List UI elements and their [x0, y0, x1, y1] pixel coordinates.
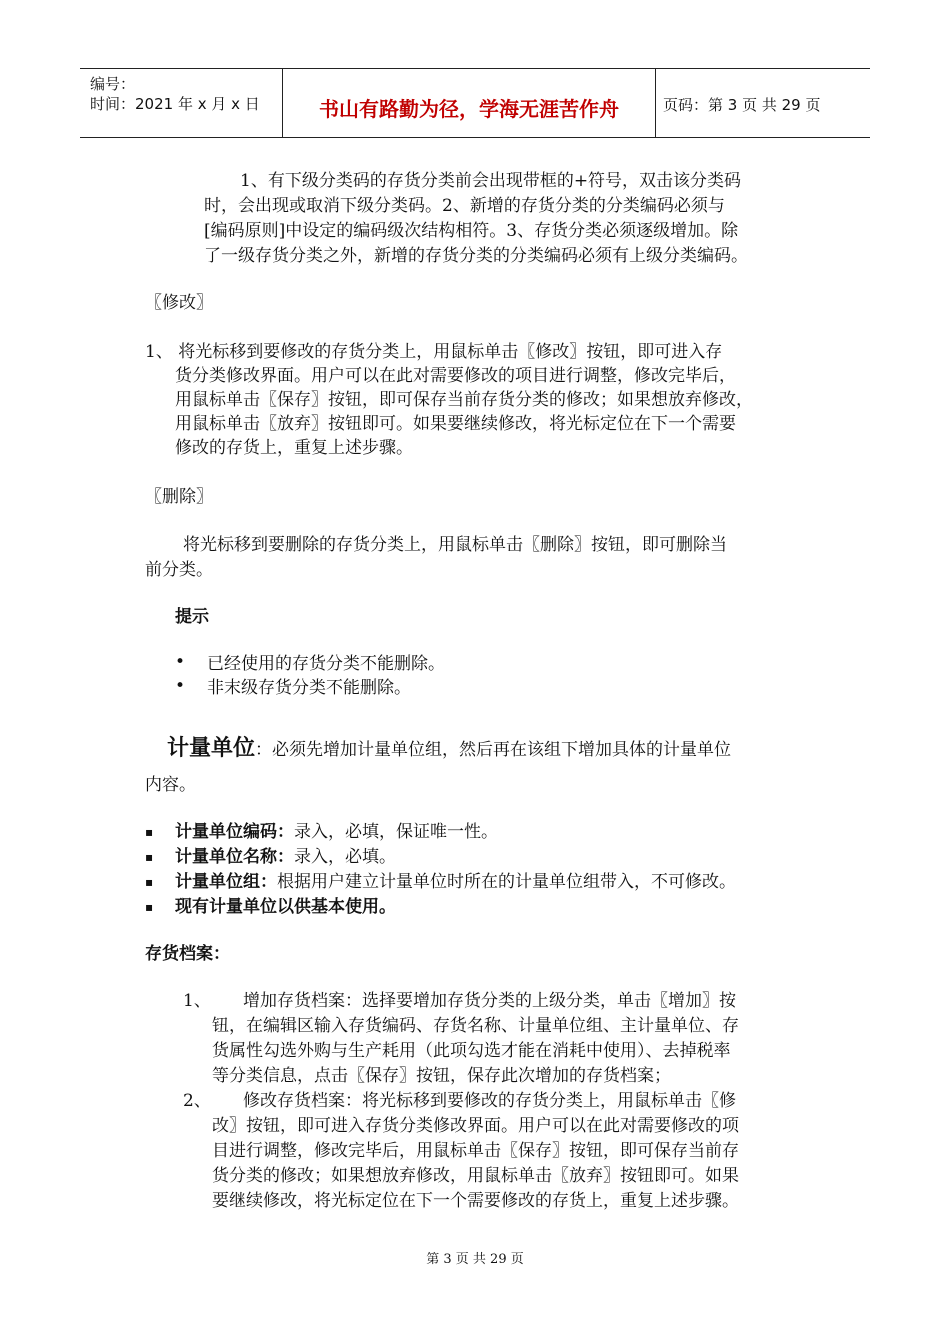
unit-item-label: 计量单位名称：: [175, 847, 294, 867]
doc-time-label: 时间：2021 年 x 月 x 日: [90, 95, 260, 113]
unit-item-text: 录入，必填。: [294, 847, 396, 867]
unit-desc-cont: 内容。: [145, 775, 196, 795]
modify-line: 修改的存货上，重复上述步骤。: [175, 438, 413, 458]
unit-title: 计量单位: [167, 736, 256, 761]
page-header: [80, 68, 870, 138]
archive-item-line: 增加存货档案：选择要增加存货分类的上级分类，单击〖增加〗按: [243, 991, 736, 1011]
header-left-cell: [80, 69, 282, 137]
delete-line: 前分类。: [145, 560, 213, 580]
intro-line: 时，会出现或取消下级分类码。2、新增的存货分类的分类编码必须与: [204, 196, 725, 216]
header-page-cell: [655, 69, 870, 137]
page-info: 页码：第 3 页 共 29 页: [663, 96, 821, 114]
archive-item-line: 钮，在编辑区输入存货编码、存货名称、计量单位组、主计量单位、存: [212, 1016, 739, 1036]
archive-item-line: 等分类信息，点击〖保存〗按钮，保存此次增加的存货档案；: [212, 1066, 671, 1086]
square-bullet-icon: ▪: [145, 900, 154, 914]
bullet-dot-icon: •: [175, 676, 186, 696]
archive-item-number: 2、: [183, 1091, 211, 1111]
delete-heading: 〖删除〗: [145, 487, 213, 507]
archive-item-line: 修改存货档案：将光标移到要修改的存货分类上，用鼠标单击〖修: [243, 1091, 736, 1111]
unit-item: [175, 845, 396, 869]
tip-item: 已经使用的存货分类不能删除。: [207, 654, 445, 674]
archive-heading: 存货档案：: [145, 944, 230, 964]
archive-item-line: 货属性勾选外购与生产耗用（此项勾选才能在消耗中使用）、去掉税率: [212, 1041, 731, 1061]
modify-line: 1、 将光标移到要修改的存货分类上，用鼠标单击〖修改〗按钮，即可进入存: [145, 342, 723, 362]
archive-item-line: 目进行调整，修改完毕后，用鼠标单击〖保存〗按钮，即可保存当前存: [212, 1141, 739, 1161]
unit-desc: ：必须先增加计量单位组，然后再在该组下增加具体的计量单位: [255, 740, 732, 760]
intro-line: 了一级存货分类之外，新增的存货分类的分类编码必须有上级分类编码。: [204, 246, 748, 266]
square-bullet-icon: ▪: [145, 875, 154, 889]
intro-line: [编码原则]中设定的编码级次结构相符。3、存货分类必须逐级增加。除: [204, 221, 739, 241]
unit-intro: [167, 737, 731, 762]
square-bullet-icon: ▪: [145, 825, 154, 839]
unit-item: [175, 820, 498, 844]
modify-line: 货分类修改界面。用户可以在此对需要修改的项目进行调整，修改完毕后，: [175, 366, 736, 386]
unit-item-label: 计量单位编码：: [175, 822, 294, 842]
tip-item: 非末级存货分类不能删除。: [207, 678, 411, 698]
header-motto-cell: [282, 69, 656, 137]
delete-line: 将光标移到要删除的存货分类上，用鼠标单击〖删除〗按钮，即可删除当: [183, 535, 727, 555]
tip-heading: 提示: [175, 607, 209, 627]
doc-number-label: 编号：: [90, 75, 136, 93]
modify-heading: 〖修改〗: [145, 293, 213, 313]
motto-text: 书山有路勤为径，学海无涯苦作舟: [319, 97, 619, 121]
modify-line: 用鼠标单击〖放弃〗按钮即可。如果要继续修改，将光标定位在下一个需要: [175, 414, 736, 434]
page-footer: 第 3 页 共 29 页: [426, 1252, 524, 1267]
unit-item: [175, 870, 736, 894]
unit-item: [175, 895, 396, 919]
archive-item-number: 1、: [183, 991, 211, 1011]
square-bullet-icon: ▪: [145, 850, 154, 864]
bullet-dot-icon: •: [175, 652, 186, 672]
archive-item-line: 货分类的修改；如果想放弃修改，用鼠标单击〖放弃〗按钮即可。如果: [212, 1166, 739, 1186]
archive-item-line: 改〗按钮，即可进入存货分类修改界面。用户可以在此对需要修改的项: [212, 1116, 739, 1136]
intro-line: 1、有下级分类码的存货分类前会出现带框的+符号，双击该分类码: [240, 171, 742, 191]
unit-item-text: 录入，必填，保证唯一性。: [294, 822, 498, 842]
modify-line: 用鼠标单击〖保存〗按钮，即可保存当前存货分类的修改；如果想放弃修改，: [175, 390, 753, 410]
unit-item-label: 现有计量单位以供基本使用。: [175, 897, 396, 917]
unit-item-label: 计量单位组：: [175, 872, 277, 892]
unit-item-text: 根据用户建立计量单位时所在的计量单位组带入，不可修改。: [277, 872, 736, 892]
archive-item-line: 要继续修改，将光标定位在下一个需要修改的存货上，重复上述步骤。: [212, 1191, 739, 1211]
